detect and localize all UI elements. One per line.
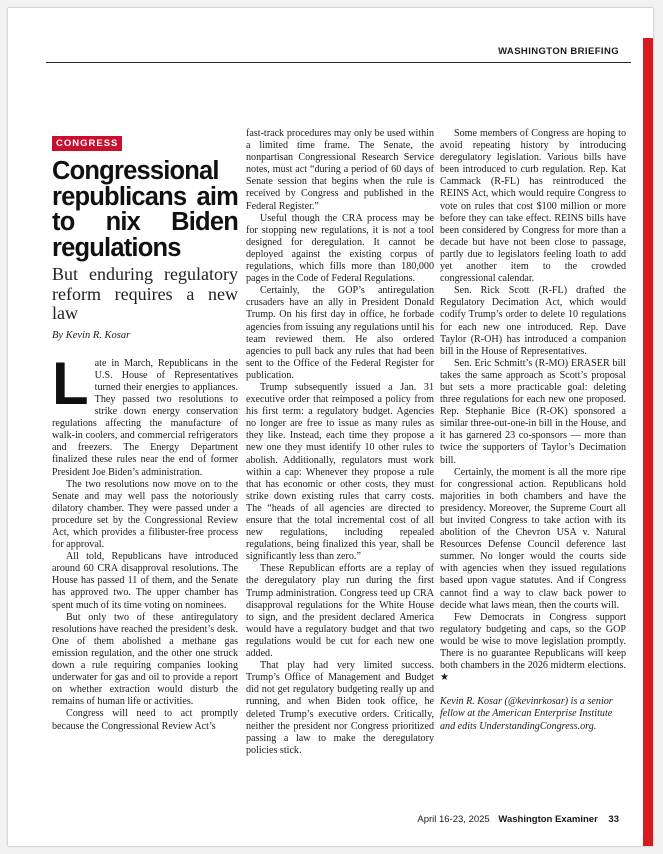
page-number: 33 <box>608 814 619 825</box>
column-1-body <box>52 349 238 733</box>
column-3 <box>440 128 626 733</box>
column-1 <box>52 128 238 733</box>
category-kicker: CONGRESS <box>52 136 122 151</box>
paragraph: But only two of these antiregulatory resolutions have reached the president’s desk. One of them abolished a methane gas emission regulation, and the other one struck down a rule requiring companies looking underwater for gas and oil to provide a report on whether extraction would disturb the remains of human life or activities. <box>52 611 238 708</box>
paragraph: Some members of Congress are hoping to avoid repeating history by introducing deregulatory legislation. Various bills have been introduced to curb regulation. Rep. Kat Cammack (R-FL) has reintroduced the REINS Act, which would require Congress to vote on rules that cost $100 million or more before they can take effect. REINS bills have been considered by Congress for more than a decade but have not been close to passage, partly due to legislators feeling loath to add yet another item to the crowded congressional calendar. <box>440 128 626 285</box>
issue-date: April 16-23, 2025 <box>417 814 490 825</box>
section-header: WASHINGTON BRIEFING <box>498 46 619 57</box>
paragraph: The two resolutions now move on to the Senate and may well pass the notoriously dilatory chamber. They were passed under a procedure set by the Congressional Review Act, which provides a filibuster-free process for approval. <box>52 478 238 551</box>
paragraph: That play had very limited success. Trump’s Office of Management and Budget did not get regulatory budgeting really up and running, and when Biden took office, he deleted Trump’s executive orders. Critically, neither the president nor Congress prioritized passing a law to make the deregulatory policies stick. <box>246 660 434 756</box>
author-bio: Kevin R. Kosar (@kevinrkosar) is a senior fellow at the American Enterprise Institute and edits UnderstandingCongress.org. <box>440 696 613 732</box>
paragraph: Congress will need to act promptly because the Congressional Review Act’s <box>52 708 238 732</box>
drop-cap: L <box>52 349 89 417</box>
page-footer <box>417 814 619 825</box>
paragraph: Sen. Rick Scott (R-FL) drafted the Regulatory Decimation Act, which would codify Trump’s order to delete 10 regulations for each new one introduced. Rep. Dave Taylor (R-OH) has introduced a companion bill in the House of Representatives. <box>440 285 626 357</box>
magazine-page <box>8 8 653 846</box>
article-headline: Congressional republicans aim to nix Biden regulations <box>52 157 238 262</box>
magazine-name: Washington Examiner <box>498 814 598 825</box>
column-2 <box>246 128 434 757</box>
paragraph: Sen. Eric Schmitt’s (R-MO) ERASER bill takes the same approach as Scott’s proposal but sets a more practicable goal: deleting three regulations for each new one proposed. Rep. Stephanie Bice (R-OK) sponsored a similar three-out-one-in bill in the House, and it has garnered 23 co-sponsors — more than twice the supporters of Taylor’s Decimation bill. <box>440 357 626 466</box>
paragraph: fast-track procedures may only be used within a limited time frame. The Senate, the nonpartisan Congressional Research Service notes, must act “during a period of 60 days of Senate session that begins when the rule is received by Congress and published in the Federal Register.” <box>246 128 434 212</box>
edge-color-stripe <box>643 38 653 846</box>
paragraph: Certainly, the GOP’s antiregulation crusaders have an ally in President Donald Trump. On his first day in office, he forbade agencies from issuing any regulations until his team reviewed them. He also ordered agencies to pull back any rules that had been sent to the Office of the Federal Register for publication. <box>246 285 434 381</box>
paragraph: Few Democrats in Congress support regulatory budgeting and caps, so the GOP would be wise to move legislation promptly. There is no guarantee Republicans will keep both chambers in the 2026 midterm elections. ★ <box>440 611 626 684</box>
header-rule <box>46 62 631 63</box>
paragraph: Useful though the CRA process may be for stopping new regulations, it is not a tool designed for deregulation. It cannot be deployed against the existing corpus of regulations, which fills more than 180,000 pages in the Code of Federal Regulations. <box>246 212 434 285</box>
paragraph: ate in March, Republicans in the U.S. House of Representatives turned their energies to appliances. They passed two resolutions to strike down energy conservation regulations affecting the manufacture of walk-in coolers, and commercial refrigerators and freezers. The Energy Department finalized these rules near the end of former President Joe Biden’s administration. <box>52 357 238 478</box>
paragraph: All told, Republicans have introduced around 60 CRA disapproval resolutions. The House has passed 11 of them, and the Senate has approved two. The upper chamber has spent much of its time voting on nominees. <box>52 551 238 611</box>
paragraph: These Republican efforts are a replay of the deregulatory play run during the first Trump administration. Congress teed up CRA disapproval regulations for the White House to sign, and the president declared America would have a regulatory budget and that two regulations would be cut for each new one added. <box>246 563 434 660</box>
paragraph: Trump subsequently issued a Jan. 31 executive order that reimposed a policy from his first term: a regulatory budget. Agencies no longer are free to issue as many rules as they like. Instead, each time they propose a new one they must identify 10 other rules to abolish. Additionally, regulators must work within a cap: Whenever they propose a rule that has economic or other costs, they must strike down existing rules that carry costs. The “heads of all agencies are directed to ensure that the total incremental cost of all new regulations, including repealed regulations, being finalized this year, shall be significantly less than zero.” <box>246 381 434 563</box>
byline: By Kevin R. Kosar <box>52 329 131 341</box>
article-deck: But enduring regulatory reform requires a new law <box>52 264 238 324</box>
paragraph: Certainly, the moment is all the more ripe for congressional action. Republicans hold majorities in both chambers and have the presidency. Moreover, the Supreme Court all but invited Congress to take action with its abolition of the Chevron USA v. Natural Resources Defense Council deference last summer. No longer would the courts side with agencies when they issued regulations based upon vague statutes. And if Congress cannot find a way to claw back power to decide what laws mean, then the courts will. <box>440 466 626 611</box>
